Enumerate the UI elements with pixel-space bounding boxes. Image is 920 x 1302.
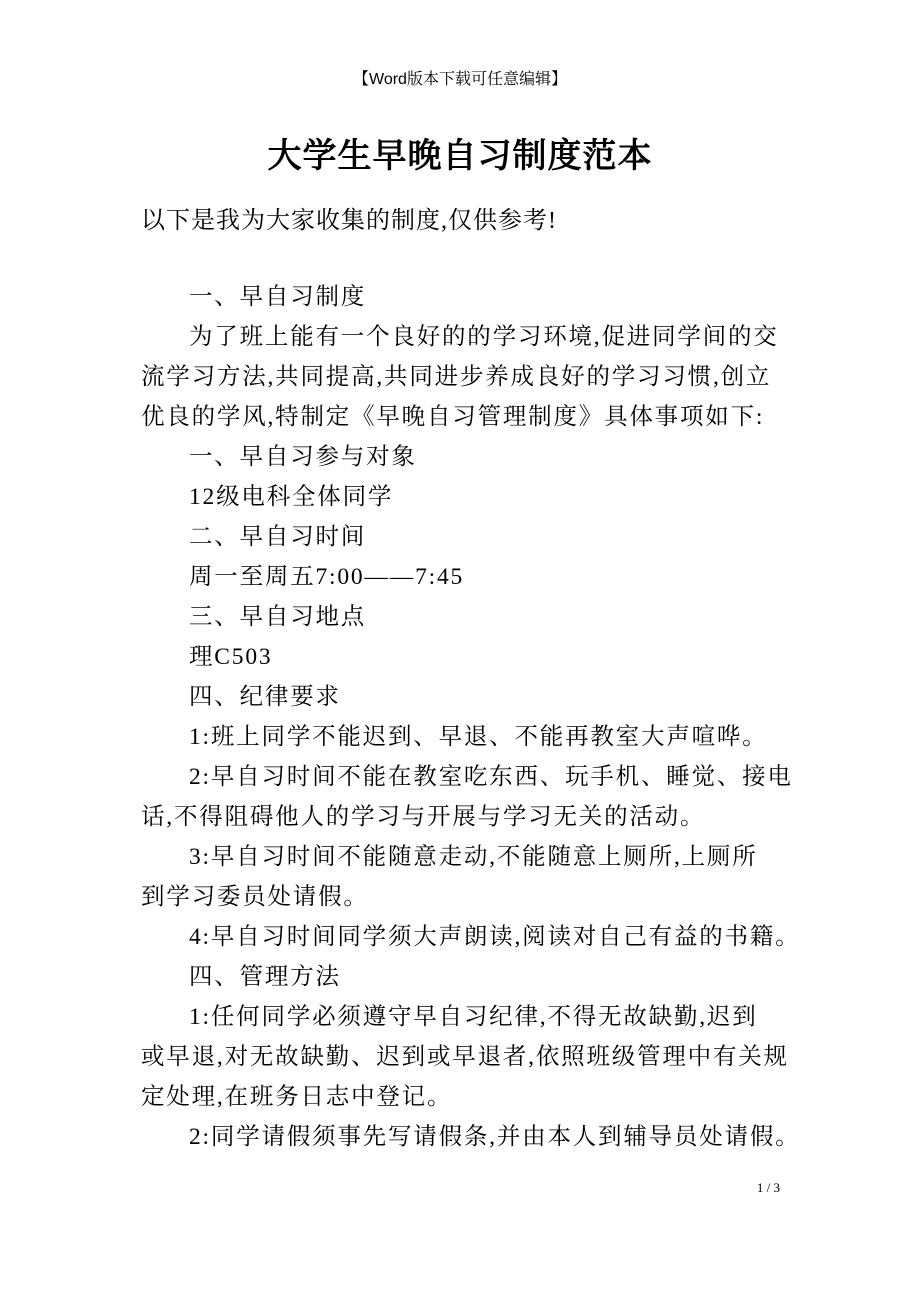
text-line: 12级电科全体同学: [189, 484, 394, 510]
text-line: 优良的学风,特制定《早晚自习管理制度》具体事项如下:: [141, 404, 765, 430]
text-line: 理C503: [189, 644, 273, 670]
document-title: 大学生早晚自习制度范本: [267, 136, 653, 176]
text-line: 为了班上能有一个良好的的学习环境,促进同学间的交: [189, 324, 779, 350]
page-header: 【Word版本下载可任意编辑】: [353, 71, 567, 88]
text-line: 定处理,在班务日志中登记。: [141, 1084, 453, 1110]
text-line: 一、早自习参与对象: [189, 444, 417, 470]
page-number: 1 / 3: [756, 1180, 780, 1195]
text-line: 四、纪律要求: [189, 684, 341, 710]
document-body: [141, 277, 801, 1157]
text-line: 一、早自习制度: [189, 284, 367, 310]
text-line: 或早退,对无故缺勤、迟到或早退者,依照班级管理中有关规: [141, 1044, 789, 1070]
text-line: 2:早自习时间不能在教室吃东西、玩手机、睡觉、接电: [189, 764, 793, 790]
text-line: 二、早自习时间: [189, 524, 367, 550]
text-line: 流学习方法,共同提高,共同进步养成良好的学习习惯,创立: [141, 364, 772, 390]
text-line: 3:早自习时间不能随意走动,不能随意上厕所,上厕所: [189, 844, 758, 870]
text-line: 三、早自习地点: [189, 604, 367, 630]
text-line: 4:早自习时间同学须大声朗读,阅读对自己有益的书籍。: [189, 924, 801, 950]
intro-paragraph: 以下是我为大家收集的制度,仅供参考!: [141, 208, 557, 234]
text-line: 周一至周五7:00——7:45: [189, 564, 465, 590]
text-line: 话,不得阻碍他人的学习与开展与学习无关的活动。: [141, 804, 706, 830]
text-line: 到学习委员处请假。: [141, 884, 369, 910]
text-line: 2:同学请假须事先写请假条,并由本人到辅导员处请假。: [189, 1124, 801, 1150]
text-line: 1:班上同学不能迟到、早退、不能再教室大声喧哗。: [189, 724, 768, 750]
text-line: 四、管理方法: [189, 964, 341, 990]
text-line: 1:任何同学必须遵守早自习纪律,不得无故缺勤,迟到: [189, 1004, 758, 1030]
